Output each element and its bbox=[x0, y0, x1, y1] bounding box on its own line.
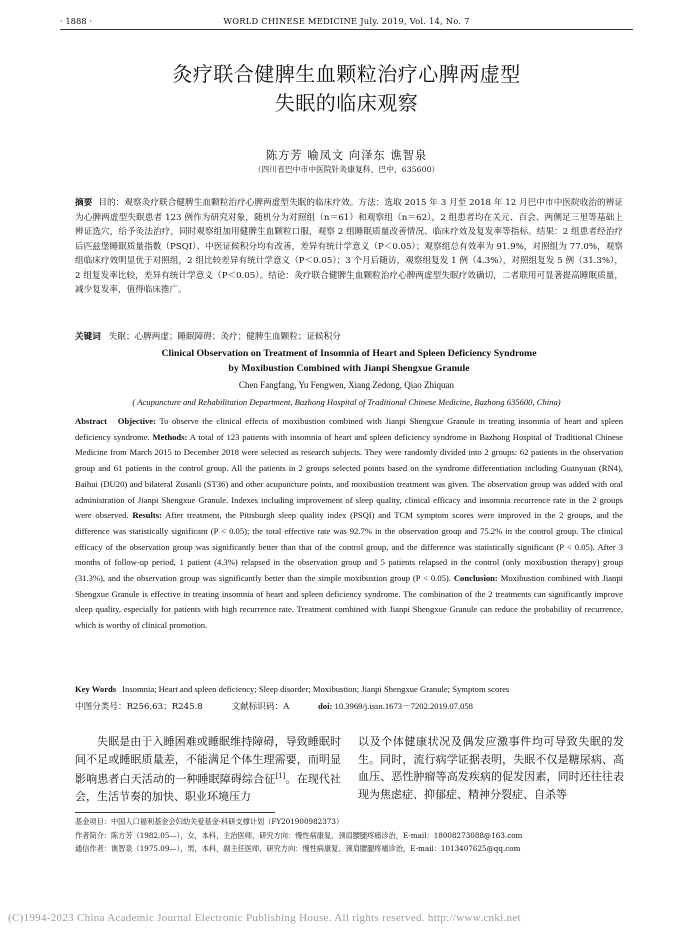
objective-text: To observe the clinical effects of moxibustion combined with Jianpi Shengxue Granule in treating insomnia of heart and spleen deficiency syndrome. bbox=[75, 416, 623, 442]
abstract-label: 摘要 bbox=[75, 198, 93, 208]
running-header bbox=[60, 14, 633, 30]
keywords-label: 关键词 bbox=[75, 332, 101, 342]
english-authors: Chen Fangfang, Yu Fengwen, Xiang Zedong, Qiao Zhiquan bbox=[238, 380, 455, 390]
document-code: 文献标识码：A bbox=[231, 702, 290, 712]
journal-citation: WORLD CHINESE MEDICINE July. 2019, Vol. 14, No. 7 bbox=[223, 16, 470, 26]
abstract-en-label: Abstract bbox=[75, 416, 107, 426]
english-title-line-2: by Moxibustion Combined with Jianpi Shengxue Granule bbox=[228, 363, 470, 374]
conclusion-text: Moxibustion combined with Jianpi Shengxue Granule is effective in treating insomnia of heart and spleen deficiency syndrome. The combination of the 2 treatments can significantly improve sleep quality, especially for patients with high recurrence rate. Treatment combined with Jianpi Shengxue Granule can reduce the probability of recurrence, which is worthy of clinical promotion. bbox=[75, 573, 624, 631]
objective-label: Objective: bbox=[117, 416, 156, 426]
keywords-en-label: Key Words bbox=[75, 684, 117, 694]
classification-line bbox=[75, 699, 623, 714]
doi-label: doi: bbox=[318, 701, 333, 711]
methods-text: A total of 123 patients with insomnia of heart and spleen deficiency syndrome in Bazhong Hospital of Traditional Chinese Medicine from March 2015 to December 2018 were selected as research subjects. They were randomly divided into 2 groups: 62 patients in the observation group and 61 patients in the control group. All the patients in 2 groups selected points based on the syndrome differentiation including Guanyuan (RN4), Baihui (DU20) and bilateral Zusanli (ST36) and other acupuncture points, and moxibustion treatment was given. The observation group was added with oral administration of Jianpi Shengxue Granule. Indexes including improvement of sleep quality, clinical efficacy and insomnia recurrence rate in the 2 groups were observed. bbox=[75, 431, 623, 521]
doi bbox=[318, 701, 499, 711]
english-title-line-1: Clinical Observation on Treatment of Insomnia of Heart and Spleen Deficiency Syndrome bbox=[161, 348, 537, 359]
footnotes bbox=[75, 815, 655, 856]
footnote-fund: 基金项目：中国人口福利基金会妇幼关爱基金·科研支撑计划（FY201900982373） bbox=[75, 817, 344, 826]
body-left-text: 失眠是由于入睡困难或睡眠维持障碍，导致睡眠时间不足或睡眠质量差，不能满足个体生理需要，而明显影响患者白天活动的一种睡眠障碍综合征 bbox=[75, 735, 341, 786]
keywords-en-text: Insomnia; Heart and spleen deficiency; Sleep disorder; Moxibustion; Jianpi Shengxue Granule; Symptom scores bbox=[122, 684, 510, 694]
body-column-right: 以及个体健康状况及偶发应激事件均可导致失眠的发生。同时，流行病学证据表明，失眠不仅是糖尿病、高血压、恶性肿瘤等高发疾病的促发因素，同时还往往表现为焦虑症、抑郁症、精神分裂症、自杀等 bbox=[358, 735, 624, 801]
keywords-chinese bbox=[75, 330, 623, 344]
footnote-corresponding: 通信作者：谯智泉（1975.09—），男，本科，副主任医师，研究方向：慢性病康复、颈肩腰腿疼痛诊治，E-mail：1013407625@qq.com bbox=[75, 844, 521, 854]
conclusion-label: Conclusion: bbox=[453, 573, 498, 584]
keywords-english bbox=[75, 682, 623, 696]
affiliation: （四川省巴中市中医院针灸康复科，巴中，635600） bbox=[253, 165, 440, 174]
results-label: Results: bbox=[132, 510, 162, 521]
title-line-1: 灸疗联合健脾生血颗粒治疗心脾两虚型 bbox=[172, 62, 521, 86]
results-text: After treatment, the Pittsburgh sleep quality index (PSQI) and TCM symptom scores were improved in the 2 groups, and the difference was statistically significant (P < 0.05); the total effective rate was 92.7% in the observation group and 75.2% in the control group. The clinical efficacy of the observation group was significantly better than that of the control group, and the difference was statistically significant (P < 0.05). After 3 months of follow-up period, 1 patient (4.3%) relapsed in the observation group and 5 patients relapsed in the control (only moxibustion therapy) group (31.3%), and the observation group was significantly better than the simple moxibustion group (P < 0.05). bbox=[75, 510, 623, 584]
body-column-left bbox=[75, 733, 341, 806]
english-affiliation: ( Acupuncture and Rehabilitation Department, Bazhong Hospital of Traditional Chinese Medicine, Bazhong 635600, China) bbox=[132, 397, 561, 407]
copyright-watermark: (C)1994-2023 China Academic Journal Electronic Publishing House. All rights reserved. http://www.cnki.net bbox=[8, 912, 521, 924]
footnote-rule bbox=[75, 812, 275, 813]
abstract-english bbox=[75, 414, 623, 634]
author-list: 陈方芳 喻凤文 向泽东 谯智泉 bbox=[265, 149, 428, 162]
body-left-tail: 。在现代社会，生活节奏的加快、职业环境压力 bbox=[75, 772, 342, 804]
english-title bbox=[75, 346, 623, 376]
clc-number: 中图分类号：R256.63；R245.8 bbox=[75, 702, 203, 712]
keywords-text: 失眠；心脾两虚；睡眠障碍；灸疗；健脾生血颗粒；证候积分 bbox=[108, 332, 341, 342]
article-title bbox=[60, 60, 633, 118]
title-line-2: 失眠的临床观察 bbox=[274, 91, 419, 115]
doi-value: 10.3969/j.issn.1673－7202.2019.07.058 bbox=[334, 701, 473, 711]
abstract-text: 目的：观察灸疗联合健脾生血颗粒治疗心脾两虚型失眠的临床疗效。方法：选取 2015 年 3 月至 2018 年 12 月巴中市中医院收治的辨证为心脾两虚型失眠患者 123 例作为研究对象，随机分为对照组（n＝61）和观察组（n＝62），2 组患者均在关元、百会、两侧足三里等基础上辨证选穴，给予灸法治疗，同时观察组加用健脾生血颗粒口服，观察 2 组睡眠质量改善情况、临床疗效及复发率等指标。结果：2 组患者经治疗后匹兹堡睡眠质量指数（PSQI）、中医证候积分均有改善，差异有统计学意义（P＜0.05）；观察组总有效率为 91.9%，对照组为 77.0%，观察组临床疗效明显优于对照组，2 组比较差异有统计学意义（P＜0.05）；3 个月后随访，观察组复发 1 例（4.3%），对照组复发 5 例（31.3%），2 组复发率比较，差异有统计学意义（P＜0.05）。结论：灸疗联合健脾生血颗粒治疗心脾两虚型失眠疗效确切，二者联用可显著提高睡眠质量，减少复发率，值得临床推广。 bbox=[75, 198, 623, 295]
methods-label: Methods: bbox=[152, 431, 188, 442]
citation-ref: [1] bbox=[275, 772, 286, 781]
footnote-author: 作者简介：陈方芳（1982.05—），女，本科，主治医师，研究方向：慢性病康复、颈肩腰腿疼痛诊治，E-mail：18008273088@163.com bbox=[75, 830, 523, 840]
abstract-chinese bbox=[75, 196, 623, 298]
page-number: · 1888 · bbox=[60, 16, 92, 26]
